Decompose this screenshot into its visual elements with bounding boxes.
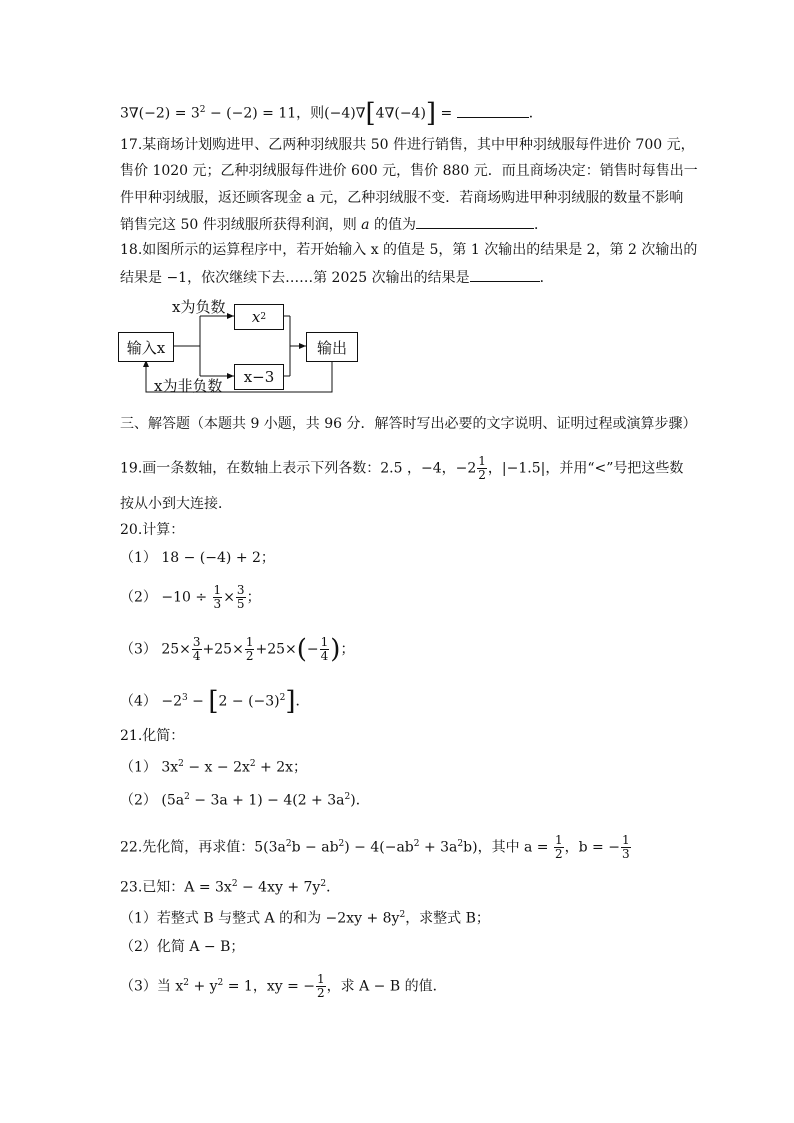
q16-sup: 2 — [199, 105, 206, 115]
q21-p1-text-a: （1） 3x — [120, 759, 179, 776]
q16-expr: 3∇(−2) = 3 — [120, 105, 200, 122]
q22-frac-a — [554, 834, 564, 861]
q23-text-b: − 4xy + 7y — [237, 879, 321, 896]
q19-line-2: 按从小到大连接． — [120, 496, 232, 512]
q20-p3-f3-num: 1 — [320, 635, 329, 649]
q21-p2-exp-1: 2 — [184, 792, 190, 802]
q22-text-e: b)，其中 a = — [463, 839, 553, 856]
q18-line-1: 18.如图所示的运算程序中，若开始输入 x 的值是 5，第 1 次输出的结果是 2，第 2 次输出的 — [120, 242, 698, 258]
q22-line — [120, 834, 632, 861]
q20-p3-minus: − — [306, 641, 319, 658]
q21-p2-exp-2: 2 — [344, 792, 351, 802]
q17-line-4-text: 销售完这 50 件羽绒服所获得利润，则 — [120, 217, 362, 233]
q23-p1-text-b: ，求整式 B； — [405, 910, 490, 927]
q20-p4-minus: − — [187, 693, 209, 710]
q20-p4-exp-2: 2 — [279, 693, 286, 703]
q20-p4-end: ． — [295, 693, 310, 710]
q20-part-1: （1） 18 − (−4) + 2； — [120, 550, 275, 566]
q22-text-d: + 3a — [419, 839, 458, 856]
q20-p2-f1-den: 3 — [213, 597, 222, 611]
arrow-to-minus3 — [227, 373, 234, 379]
q18-answer-blank[interactable] — [470, 267, 540, 282]
q23-part-3 — [120, 973, 447, 1000]
q20-p2-text: （2） −10 ÷ — [120, 589, 212, 606]
input-label: 输入x — [126, 338, 166, 357]
q19-comma: ， — [487, 460, 502, 477]
q16-equals: = — [436, 105, 457, 122]
q16-expr-b: − (−2) = 11，则(−4)∇ — [205, 105, 366, 122]
q23-p3-text-b: + y — [189, 978, 218, 995]
q23-p3-frac-den: 2 — [317, 986, 325, 1001]
nonnegative-branch-label: x为非负数 — [154, 377, 223, 395]
q23-p1-exp: 2 — [399, 910, 406, 920]
q20-part-4 — [120, 686, 310, 717]
q22-text-f: ，b = − — [564, 839, 620, 856]
q23-text-c: ． — [326, 879, 341, 896]
q20-p2-f2-den: 5 — [236, 597, 245, 611]
q23-p3-text-a: （3）当 x — [120, 978, 184, 995]
q23-p1-text-a: （1）若整式 B 与整式 A 的和为 −2xy + 8y — [120, 910, 400, 927]
q20-p4-bracket-open: [ — [208, 686, 219, 717]
q16-answer-blank[interactable] — [457, 103, 529, 118]
q17-line-1: 17.某商场计划购进甲、乙两种羽绒服共 50 件进行销售，其中甲种羽绒服每件进价 700 元， — [120, 137, 695, 153]
q20-p4-exp-1: 3 — [182, 693, 188, 703]
q19-line-1 — [120, 455, 683, 482]
q19-frac-num: 1 — [478, 454, 486, 468]
operation-flowchart — [116, 296, 376, 396]
square-box — [234, 304, 284, 330]
arrow-to-square — [227, 313, 234, 319]
q20-p3-frac-3 — [320, 636, 330, 663]
q19-text-a: 19.画一条数轴，在数轴上表示下列各数：2.5 ，−4，−2 — [120, 460, 477, 477]
q20-p4-inner: 2 − (−3) — [218, 693, 280, 710]
q17-period: ． — [533, 217, 548, 233]
q21-p2-text-c: )． — [350, 792, 370, 809]
q16-period: ． — [528, 105, 543, 122]
q23-exp-1: 2 — [231, 879, 238, 889]
q20-p3-f2-den: 2 — [245, 649, 254, 663]
q17-line-2: 售价 1020 元；乙种羽绒服每件进价 600 元，售价 880 元．而且商场决定：销售时每售出一 — [120, 163, 698, 179]
q22-fa-den: 2 — [555, 847, 563, 862]
q20-p4-bracket-close: ] — [285, 686, 296, 717]
q17-line-4-text-b: 的值为 — [369, 217, 416, 233]
q20-p2-f1-num: 1 — [213, 583, 222, 597]
q16-bracket-close: ] — [425, 98, 437, 129]
minus3-label: x−3 — [243, 368, 275, 386]
q20-p2-frac-1 — [213, 584, 223, 611]
q20-p3-paren-open: ( — [296, 634, 307, 665]
q22-text-a: 22.先化简，再求值：5(3a — [120, 839, 286, 856]
q16-expr-c: 4∇(−4) — [375, 105, 426, 122]
q20-p3-text-b: +25× — [202, 641, 244, 658]
q20-p3-end: ； — [340, 641, 355, 658]
q22-exp-4: 2 — [457, 839, 464, 849]
square-exponent: 2 — [260, 312, 267, 322]
q18-line-2 — [120, 267, 554, 288]
q17-line-4 — [120, 214, 548, 235]
q22-exp-1: 2 — [285, 839, 292, 849]
q20-p3-frac-2 — [245, 636, 255, 663]
q22-exp-3: 2 — [413, 839, 420, 849]
q17-line-3: 件甲种羽绒服，返还顾客现金 a 元，乙种羽绒服不变．若商场购进甲种羽绒服的数量不影响 — [120, 190, 684, 206]
q23-exp-2: 2 — [320, 879, 327, 889]
q20-p3-text-a: （3） 25× — [120, 641, 191, 658]
q20-p2-end: ； — [246, 589, 261, 606]
q23-text-a: 23.已知：A = 3x — [120, 879, 232, 896]
q17-var-a: a — [361, 217, 370, 233]
q23-p3-frac-num: 1 — [317, 972, 325, 987]
q16-bracket-open: [ — [365, 98, 376, 129]
q20-p3-f1-num: 3 — [192, 635, 201, 649]
q20-p3-paren-close: ) — [330, 634, 341, 665]
q20-p2-f2-num: 3 — [236, 583, 245, 597]
q20-p4-text-a: （4） −2 — [120, 693, 182, 710]
q19-frac-den: 2 — [478, 468, 486, 482]
q23-p3-exp-1: 2 — [183, 978, 189, 988]
q21-p1-exp-1: 2 — [178, 759, 184, 769]
q20-p3-f2-num: 1 — [245, 635, 254, 649]
q22-exp-2: 2 — [338, 839, 345, 849]
output-label: 输出 — [316, 338, 347, 357]
q21-part-1 — [120, 754, 307, 778]
q22-fb-num: 1 — [621, 833, 630, 848]
q23-part-1 — [120, 905, 490, 929]
q20-title: 20.计算： — [120, 522, 185, 538]
q20-part-3 — [120, 636, 354, 663]
q22-text-b: b − ab — [291, 839, 339, 856]
q21-part-2 — [120, 787, 370, 811]
q20-p3-frac-1 — [192, 636, 202, 663]
q20-p3-f1-den: 4 — [192, 649, 201, 663]
arrow-to-output — [299, 343, 306, 349]
input-box — [118, 332, 174, 362]
q23-p3-text-d: ，求 A − B 的值． — [326, 978, 447, 995]
q18-period: ． — [539, 270, 554, 286]
q21-title: 21.化简： — [120, 728, 185, 744]
q23-p3-exp-2: 2 — [217, 978, 224, 988]
q21-p2-text-b: − 3a + 1) − 4(2 + 3a — [189, 792, 345, 809]
q19-text-c: ，并用“<”号把这些数 — [545, 460, 684, 477]
q21-p1-text-c: + 2x； — [255, 759, 308, 776]
q21-p2-text-a: （2） (5a — [120, 792, 185, 809]
q22-frac-b — [621, 834, 631, 861]
q21-p1-exp-2: 2 — [249, 759, 256, 769]
q16-tail-line — [120, 98, 543, 129]
q22-fa-num: 1 — [555, 833, 563, 848]
negative-branch-label: x为负数 — [172, 298, 226, 316]
q20-p2-times: × — [223, 589, 235, 606]
q20-p3-f3-den: 4 — [320, 649, 329, 663]
q23-part-2: （2）化简 A − B； — [120, 939, 245, 955]
q19-abs-value: |−1.5| — [501, 460, 546, 477]
q20-p3-text-c: +25× — [255, 641, 297, 658]
q23-p3-frac — [316, 973, 326, 1000]
section-3-heading: 三、解答题（本题共 9 小题，共 96 分．解答时写出必要的文字说明、证明过程或演算步骤） — [120, 416, 697, 432]
minus3-box — [234, 364, 284, 390]
q19-fraction — [477, 455, 487, 482]
q23-p3-text-c: = 1，xy = − — [223, 978, 315, 995]
square-var: x — [251, 308, 261, 326]
q20-part-2 — [120, 584, 261, 611]
q18-line-2-text: 结果是 −1，依次继续下去……第 2025 次输出的结果是 — [120, 270, 470, 286]
q22-text-c: ) − 4(−ab — [344, 839, 414, 856]
q22-fb-den: 3 — [621, 847, 630, 862]
q21-p1-text-b: − x − 2x — [183, 759, 250, 776]
q17-answer-blank[interactable] — [416, 214, 534, 229]
q20-p2-frac-2 — [236, 584, 246, 611]
output-box — [306, 332, 358, 362]
q23-given — [120, 874, 340, 898]
